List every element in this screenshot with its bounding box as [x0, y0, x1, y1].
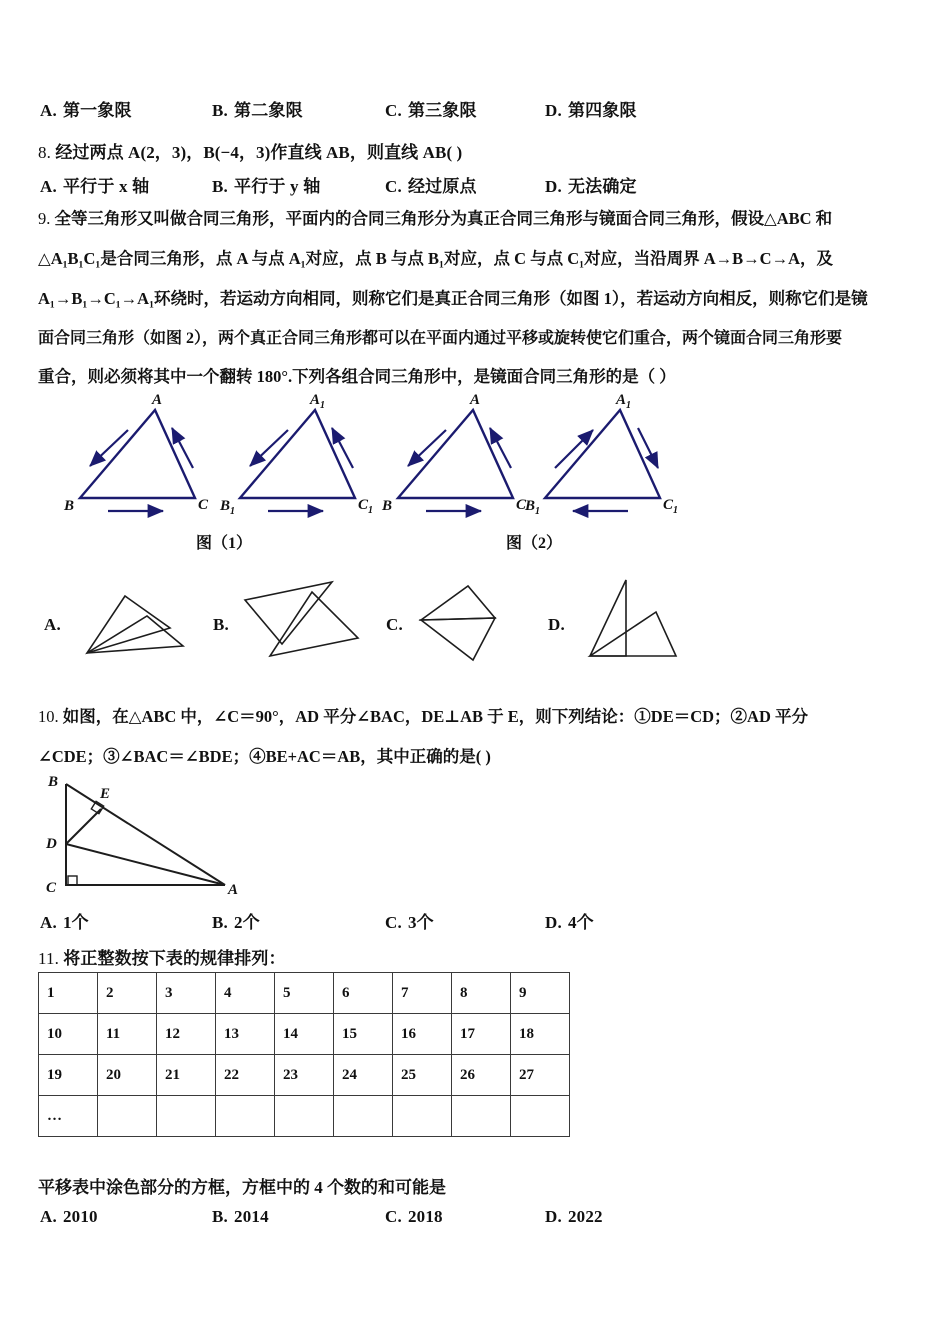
- q10-option-a-text: 1个: [62, 913, 89, 932]
- q11-option-c-text: 2018: [407, 1207, 443, 1226]
- q7-option-a-letter: A.: [40, 101, 57, 120]
- q10-option-c[interactable]: [385, 908, 434, 933]
- q9-choice-a-figure[interactable]: [75, 568, 205, 668]
- table-cell: [216, 1096, 275, 1137]
- table-cell: 20: [98, 1055, 157, 1096]
- q11-option-d-text: 2022: [567, 1207, 603, 1226]
- q9-choice-b-label[interactable]: B.: [213, 615, 229, 634]
- q9-line-5: [38, 363, 938, 387]
- q11-option-a-letter: A.: [40, 1207, 57, 1226]
- q8-option-d-text: 无法确定: [567, 177, 637, 196]
- fig1-left-label-C: C: [198, 497, 209, 513]
- table-cell: 24: [334, 1055, 393, 1096]
- q9-line-2: [38, 245, 938, 269]
- fig2-left-label-A: A: [470, 392, 481, 408]
- fig2-left-label-B: B: [382, 498, 393, 514]
- q9-line-1-text: 全等三角形又叫做合同三角形，平面内的合同三角形分为真正合同三角形与镜面合同三角形，假设△ABC 和: [54, 209, 833, 228]
- q10-option-d-text: 4个: [567, 913, 594, 932]
- q7-option-c-letter: C.: [385, 101, 402, 120]
- q10-line-2-text: ∠CDE；③∠BAC＝∠BDE；④BE+AC＝AB，其中正确的是( ): [38, 747, 491, 766]
- q9-line-1: [38, 205, 938, 229]
- q11-after-table-text: 平移表中涂色部分的方框，方框中的 4 个数的和可能是: [38, 1178, 446, 1197]
- q9-choice-a-label[interactable]: A.: [44, 615, 61, 634]
- q7-option-c-text: 第三象限: [407, 101, 477, 120]
- q7-option-c[interactable]: [385, 96, 477, 121]
- q11-option-b[interactable]: [212, 1207, 269, 1227]
- q8-option-c[interactable]: [385, 172, 477, 197]
- q10-line-1: [38, 703, 938, 727]
- q11-option-a-text: 2010: [62, 1207, 98, 1226]
- q10-option-b-letter: B.: [212, 913, 228, 932]
- q7-option-d-letter: D.: [545, 101, 562, 120]
- q11-number: 11.: [38, 949, 59, 968]
- table-cell: 2: [98, 973, 157, 1014]
- q11-option-c[interactable]: [385, 1207, 443, 1227]
- q10-label-A: A: [228, 882, 239, 898]
- table-row: [39, 1096, 570, 1137]
- fig1-left-label-A: A: [152, 392, 163, 408]
- q9-line-2-text: 是合同三角形，点 A 与点 A₁对应，点 B 与点 B₁对应，点 C 与点 C₁对应，当沿周界 A→B→C→A，及: [100, 249, 833, 268]
- table-cell: 25: [393, 1055, 452, 1096]
- q10-option-a-letter: A.: [40, 913, 57, 932]
- q9-number: 9.: [38, 209, 51, 228]
- table-cell: 26: [452, 1055, 511, 1096]
- q7-option-b-letter: B.: [212, 101, 228, 120]
- q11-option-b-letter: B.: [212, 1207, 228, 1226]
- table-cell: 12: [157, 1014, 216, 1055]
- q9-line-5-text: 重合，则必须将其中一个翻转 180°.下列各组合同三角形中，是镜面合同三角形的是（ ）: [38, 367, 676, 386]
- fig1-right-label-B1: $B_1$: [220, 498, 236, 517]
- q9-figure-1: [60, 388, 680, 518]
- q11-option-d-letter: D.: [545, 1207, 562, 1226]
- table-cell: [452, 1096, 511, 1137]
- table-cell: 6: [334, 973, 393, 1014]
- q9-line-3-path: A₁→B₁→C₁→A₁: [38, 289, 155, 308]
- q11-stem-text: 将正整数按下表的规律排列：: [63, 949, 286, 968]
- q10-options-row: [40, 908, 920, 934]
- q8-number: 8.: [38, 143, 51, 162]
- q7-option-b-text: 第二象限: [234, 101, 303, 120]
- fig2-right-label-C1: $C_1$: [663, 497, 679, 516]
- table-cell: …: [39, 1096, 98, 1137]
- q8-option-a-text: 平行于 x 轴: [62, 177, 150, 196]
- q7-option-d-text: 第四象限: [567, 101, 637, 120]
- table-cell: 11: [98, 1014, 157, 1055]
- fig2-right-label-A1: $A_1$: [616, 392, 632, 411]
- q11-option-b-text: 2014: [234, 1207, 269, 1226]
- q10-option-b-text: 2个: [234, 913, 260, 932]
- figure-2-caption: 图（2）: [506, 535, 563, 552]
- q8-option-b[interactable]: [212, 172, 320, 197]
- q10-option-b[interactable]: [212, 908, 260, 933]
- q8-option-d[interactable]: [545, 172, 637, 197]
- q7-option-b[interactable]: [212, 96, 303, 121]
- q10-option-a[interactable]: [40, 908, 89, 933]
- q10-label-B: B: [48, 774, 59, 790]
- table-cell: 4: [216, 973, 275, 1014]
- q10-option-d[interactable]: [545, 908, 594, 933]
- table-cell: 19: [39, 1055, 98, 1096]
- q8-stem: [38, 138, 928, 163]
- table-cell: 13: [216, 1014, 275, 1055]
- q8-stem-text: 经过两点 A(2，3)，B(−4，3)作直线 AB，则直线 AB( ): [55, 143, 463, 162]
- table-cell: 15: [334, 1014, 393, 1055]
- table-cell: 22: [216, 1055, 275, 1096]
- q9-line-3-text: 环绕时，若运动方向相同，则称它们是真正合同三角形（如图 1），若运动方向相反，则称它们是镜: [154, 289, 868, 308]
- q8-options-row: [40, 172, 920, 198]
- q9-choice-c-figure[interactable]: [413, 568, 543, 668]
- figure-1-caption: 图（1）: [196, 535, 253, 552]
- q11-option-c-letter: C.: [385, 1207, 402, 1226]
- q9-choice-d-label[interactable]: D.: [548, 615, 565, 634]
- q11-option-d[interactable]: [545, 1207, 603, 1227]
- q10-option-d-letter: D.: [545, 913, 562, 932]
- table-cell: 5: [275, 973, 334, 1014]
- fig2-right-label-B1: $B_1$: [525, 498, 541, 517]
- table-cell: 10: [39, 1014, 98, 1055]
- q8-option-b-text: 平行于 y 轴: [234, 177, 321, 196]
- q7-option-a[interactable]: [40, 96, 132, 121]
- table-row: [39, 973, 570, 1014]
- table-cell: 9: [511, 973, 570, 1014]
- table-cell: 17: [452, 1014, 511, 1055]
- q8-option-d-letter: D.: [545, 177, 562, 196]
- q11-option-a[interactable]: [40, 1207, 98, 1227]
- fig1-left-label-B: B: [64, 498, 75, 514]
- q10-label-C: C: [46, 880, 57, 896]
- q11-options-row: [40, 1207, 920, 1233]
- table-row: [39, 1055, 570, 1096]
- table-cell: 23: [275, 1055, 334, 1096]
- q9-line-2-triangle: △A₁B₁C₁: [38, 249, 101, 268]
- q10-line-2: [38, 743, 938, 767]
- q8-option-a[interactable]: [40, 172, 149, 197]
- fig1-right-label-A1: $A_1$: [310, 392, 326, 411]
- q10-label-D: D: [46, 836, 57, 852]
- q7-option-a-text: 第一象限: [62, 101, 132, 120]
- table-cell: 14: [275, 1014, 334, 1055]
- q10-number: 10.: [38, 707, 59, 726]
- table-cell: [511, 1096, 570, 1137]
- q8-option-c-text: 经过原点: [407, 177, 477, 196]
- q7-option-d[interactable]: [545, 96, 637, 121]
- table-cell: 16: [393, 1014, 452, 1055]
- table-cell: 18: [511, 1014, 570, 1055]
- q8-option-b-letter: B.: [212, 177, 228, 196]
- table-cell: 8: [452, 973, 511, 1014]
- fig2-left-label-C: C: [516, 497, 527, 513]
- q7-options-row: [40, 96, 920, 122]
- q8-option-a-letter: A.: [40, 177, 57, 196]
- q9-line-3: [38, 285, 938, 309]
- number-grid-table: [38, 972, 570, 1137]
- table-cell: [157, 1096, 216, 1137]
- q9-line-4: [38, 325, 938, 348]
- table-cell: [98, 1096, 157, 1137]
- q10-option-c-letter: C.: [385, 913, 402, 932]
- q10-figure: [40, 772, 260, 897]
- table-cell: 21: [157, 1055, 216, 1096]
- table-cell: [334, 1096, 393, 1137]
- fig1-right-label-C1: $C_1$: [358, 497, 374, 516]
- q11-stem: [38, 944, 928, 969]
- q9-choice-c-label[interactable]: C.: [386, 615, 403, 634]
- q10-label-E: E: [100, 786, 111, 802]
- q9-line-4-text: 面合同三角形（如图 2），两个真正合同三角形都可以在平面内通过平移或旋转使它们重合，两个镜面合同三角形要: [38, 330, 843, 347]
- q10-option-c-text: 3个: [407, 913, 434, 932]
- q10-line-1-text: 如图，在△ABC 中，∠C＝90°，AD 平分∠BAC，DE⊥AB 于 E，则下列结论：①DE＝CD；②AD 平分: [62, 707, 809, 726]
- table-cell: 27: [511, 1055, 570, 1096]
- table-cell: [393, 1096, 452, 1137]
- table-cell: 7: [393, 973, 452, 1014]
- q9-choice-d-figure[interactable]: [578, 568, 708, 668]
- table-cell: [275, 1096, 334, 1137]
- table-row: [39, 1014, 570, 1055]
- q8-option-c-letter: C.: [385, 177, 402, 196]
- q9-choice-b-figure[interactable]: [240, 568, 380, 668]
- table-cell: 1: [39, 973, 98, 1014]
- table-cell: 3: [157, 973, 216, 1014]
